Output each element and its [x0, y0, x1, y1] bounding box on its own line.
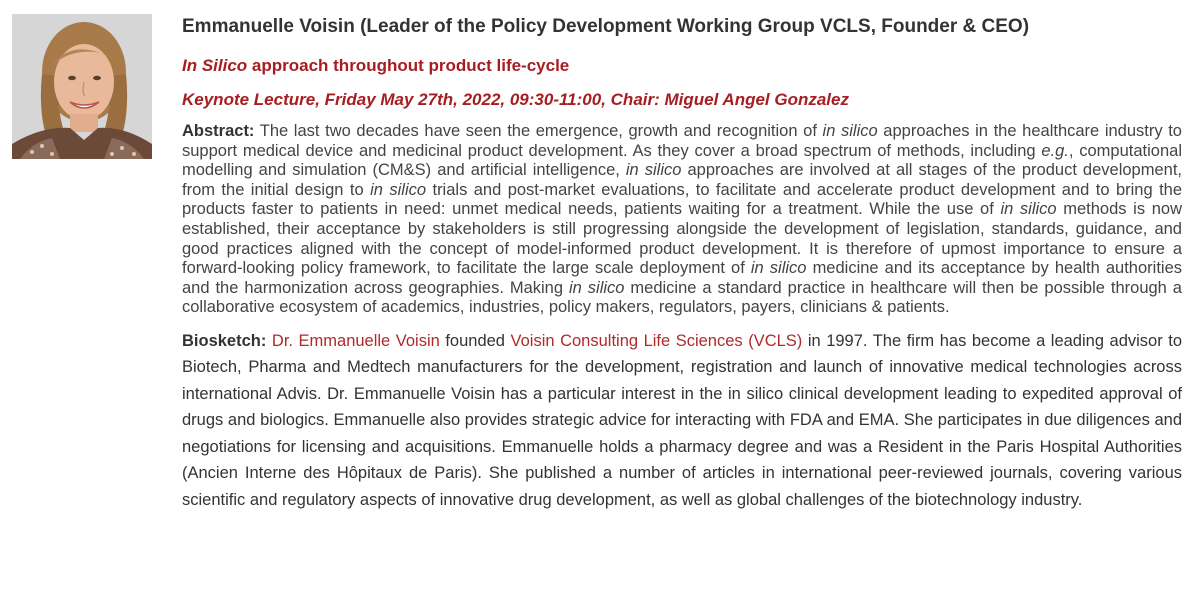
talk-title-rest: approach throughout product life-cycle — [247, 56, 570, 75]
abstract-emphasis: in silico — [1000, 200, 1057, 219]
abstract-emphasis: in silico — [822, 122, 878, 140]
biosketch-label: Biosketch: — [182, 331, 267, 350]
abstract-text: , computational modelling and simulation (CM&S) and artificial intelligence, — [182, 141, 1182, 180]
abstract-text: trials and post-market evaluations, to facilitate and accelerate product development and to bring the products faster to patients in need: unmet medical needs, patients waiting for a treatment. While the use of — [182, 180, 1183, 219]
abstract-text: methods is now established, their acceptance by stakeholders is still progressing alongside the development of legislation, standards, guidance, and good practices aligned with the concept of model-informed product development. It is therefore of upmost importance to ensure a forward-looking policy framework, to facilitate the large scale deployment of — [182, 200, 1182, 278]
speaker-content — [182, 14, 1182, 513]
biosketch-text: in 1997. The firm has become a leading advisor to Biotech, Pharma and Medtech manufacturers for the development, registration and launch of innovative medical technologies across international Advis. Dr. Emmanuelle Voisin has a particular interest in the in silico clinical development leading to expedited approval of drugs and biologics. Emmanuelle also provides strategic advice for interacting with FDA and EMA. She participates in due diligences and negotiations for licensing and acquisitions. Emmanuelle holds a pharmacy degree and was a Resident in the Paris Hospital Authorities (Ancien Interne des Hôpitaux de Paris). She published a number of articles in international peer-reviewed journals, covering various scientific and regulatory aspects of innovative drug development, as well as global challenges of the biotechnology industry. — [182, 331, 1183, 509]
abstract-emphasis: in silico — [370, 180, 427, 199]
abstract-text: The last two decades have seen the emergence, growth and recognition of — [254, 122, 823, 140]
biosketch-paragraph — [182, 328, 1182, 514]
abstract-emphasis: in silico — [750, 259, 807, 278]
company-link[interactable]: Voisin Consulting Life Sciences (VCLS) — [510, 331, 803, 350]
abstract-text: medicine a standard practice in healthcare will then be possible through a collaborative ecosystem of academics, industries, policy makers, regulators, payers, clinicians & patients. — [182, 278, 1182, 317]
talk-title-italic: In Silico — [182, 56, 248, 75]
speaker-name-heading: Emmanuelle Voisin (Leader of the Policy Development Working Group VCLS, Founder & CEO) — [182, 16, 1030, 37]
keynote-info: Keynote Lecture, Friday May 27th, 2022, 09:30-11:00, Chair: Miguel Angel Gonzalez — [182, 90, 849, 109]
abstract-text: approaches in the healthcare industry to support medical device and medicinal product development. As they cover a broad spectrum of methods, including — [182, 122, 1182, 160]
abstract-label: Abstract: — [182, 122, 255, 140]
biosketch-text: founded — [439, 331, 511, 350]
abstract-text: approaches are involved at all stages of the product development, from the initial design to — [182, 161, 1182, 199]
abstract-emphasis: in silico — [569, 278, 625, 297]
speaker-photo — [12, 14, 152, 159]
speaker-profile-link[interactable]: Dr. Emmanuelle Voisin — [271, 331, 440, 350]
abstract-emphasis: e.g. — [1041, 141, 1069, 160]
abstract-paragraph — [182, 122, 1182, 318]
abstract-emphasis: in silico — [625, 161, 682, 180]
talk-title — [182, 54, 1182, 78]
speaker-portrait-image — [12, 14, 152, 159]
abstract-text: medicine and its acceptance by health authorities and the harmonization across geographies. Making — [182, 259, 1182, 297]
